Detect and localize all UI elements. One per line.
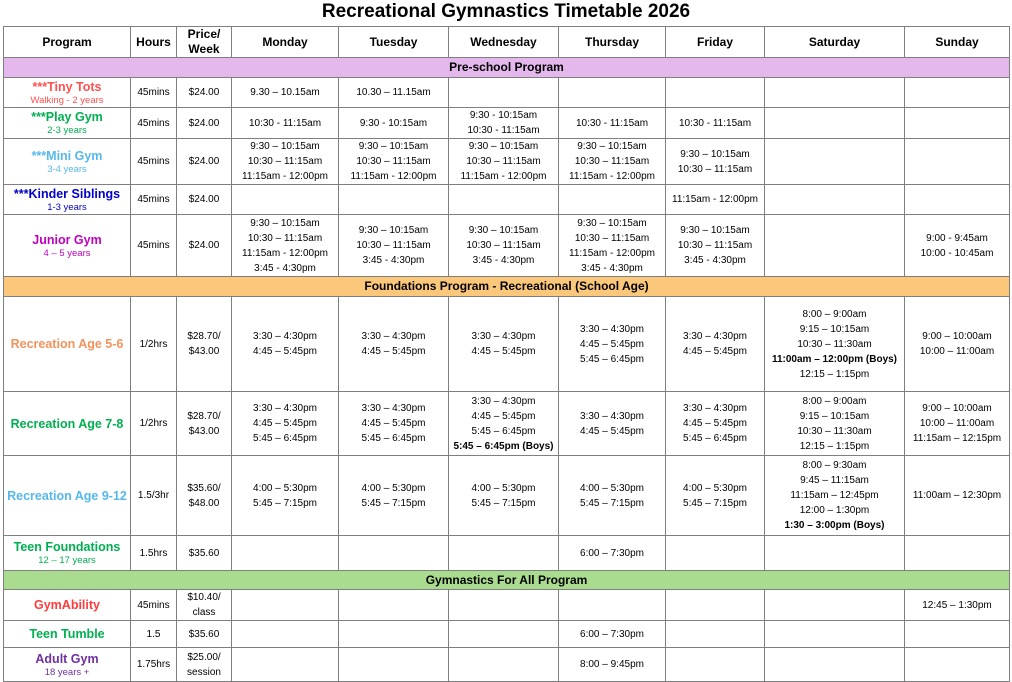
price-cell: $35.60 [177,621,232,648]
schedule-cell-sunday [905,185,1010,215]
schedule-cell-sunday [905,108,1010,139]
time-slot: 9:30 – 10:15am [358,225,429,236]
time-slot: 9:15 – 10:15am [799,410,870,422]
time-slot: 3:30 – 4:30pm [253,331,317,342]
time-slot: 9:30 – 10:15am [577,141,647,152]
time-slot: 10:00 – 11:00am [919,418,995,429]
schedule-cell-tuesday [339,456,449,536]
schedule-cell-monday [232,185,339,215]
program-cell [4,536,131,571]
time-slot: 10:30 – 11:15am [356,240,431,251]
time-slot: 9.30 – 10.15am [250,87,320,98]
schedule-cell-sunday [905,297,1010,392]
program-cell [4,185,131,215]
schedule-cell-wednesday [449,108,559,139]
price-cell: $24.00 [177,78,232,108]
schedule-cell-friday [666,108,765,139]
time-slot: 11:15am - 12:00pm [460,171,547,182]
time-slot: 3:30 – 4:30pm [361,331,426,342]
program-age: 18 years + [44,666,90,678]
time-slot: 9:30 – 10:15am [468,141,539,152]
schedule-cell-friday [666,621,765,648]
table-row [4,139,1010,185]
schedule-cell-sunday [905,456,1010,536]
program-cell [4,621,131,648]
price-cell: $28.70/ $43.00 [177,297,232,392]
time-slot: 10:00 – 11:00am [919,346,995,357]
schedule-cell-thursday [559,185,666,215]
schedule-cell-saturday [765,139,905,185]
price-cell: $24.00 [177,215,232,277]
schedule-cell-thursday [559,297,666,392]
time-slot: 9:00 – 10:00am [922,403,992,414]
time-slot: 12:15 – 1:15pm [799,440,870,452]
header-friday: Friday [666,27,765,58]
schedule-cell-tuesday [339,536,449,571]
schedule-cell-wednesday [449,621,559,648]
schedule-cell-thursday [559,648,666,682]
schedule-cell-saturday [765,621,905,648]
time-slot: 11:15am - 12:00pm [569,171,655,182]
time-slot: 4:00 – 5:30pm [683,482,747,494]
time-slot: 4:00 – 5:30pm [253,482,317,494]
schedule-cell-friday [666,185,765,215]
time-slot: 11:15am – 12:15pm [912,433,1002,444]
time-slot: 4:45 – 5:45pm [361,418,426,429]
time-slot: 3:30 – 4:30pm [683,331,747,342]
schedule-cell-wednesday [449,392,559,456]
time-slot: 12:15 – 1:15pm [799,368,870,380]
schedule-cell-tuesday [339,590,449,621]
time-slot: 4:45 – 5:45pm [471,346,536,357]
schedule-cell-sunday [905,139,1010,185]
schedule-cell-friday [666,536,765,571]
schedule-cell-thursday [559,621,666,648]
time-slot: 4:00 – 5:30pm [471,482,536,494]
time-slot: 10:30 – 11:30am [797,338,872,350]
time-slot: 4:45 – 5:45pm [683,346,747,357]
schedule-cell-saturday [765,108,905,139]
program-age: Walking - 2 years [30,94,104,106]
time-slot: 4:45 – 5:45pm [580,425,644,437]
schedule-cell-friday [666,648,765,682]
header-thursday: Thursday [559,27,666,58]
program-name: ***Kinder Siblings [13,186,121,201]
time-slot: 10:30 – 11:15am [247,156,323,167]
schedule-cell-tuesday [339,621,449,648]
program-age: 3-4 years [47,163,87,175]
schedule-cell-friday [666,78,765,108]
table-row [4,648,1010,682]
schedule-cell-wednesday [449,139,559,185]
time-slot: 9:30 – 10:15am [250,141,320,152]
time-slot: 10:30 – 11:15am [677,163,753,175]
time-slot: 10:30 – 11:15am [466,240,541,251]
schedule-cell-thursday [559,392,666,456]
time-slot: 10:30 - 11:15am [467,125,540,136]
schedule-cell-friday [666,139,765,185]
hours-cell: 1.75hrs [131,648,177,682]
header-tuesday: Tuesday [339,27,449,58]
schedule-cell-sunday [905,536,1010,571]
schedule-cell-friday [666,590,765,621]
schedule-cell-wednesday [449,456,559,536]
table-row [4,297,1010,392]
program-name: GymAbility [34,598,100,612]
time-slot: 9:30 - 10:15am [359,117,428,129]
time-slot: 4:45 – 5:45pm [471,410,536,422]
time-slot: 3:45 - 4:30pm [684,255,746,266]
table-row [4,590,1010,621]
schedule-cell-tuesday [339,108,449,139]
time-slot: 10:30 – 11:30am [797,425,872,437]
price-cell: $10.40/ class [177,590,232,621]
schedule-cell-saturday [765,392,905,456]
schedule-cell-wednesday [449,185,559,215]
time-slot: 1:30 – 3:00pm (Boys) [784,520,885,531]
schedule-cell-thursday [559,456,666,536]
hours-cell: 45mins [131,215,177,277]
schedule-cell-monday [232,648,339,682]
schedule-cell-friday [666,297,765,392]
hours-cell: 1.5hrs [131,536,177,571]
schedule-cell-tuesday [339,392,449,456]
schedule-cell-monday [232,456,339,536]
program-cell [4,456,131,536]
time-slot: 5:45 – 6:45pm [683,433,747,444]
table-row [4,456,1010,536]
price-cell: $24.00 [177,185,232,215]
table-row [4,185,1010,215]
program-age: 1-3 years [47,201,87,213]
program-name: ***Tiny Tots [32,79,102,94]
hours-cell: 45mins [131,590,177,621]
schedule-cell-saturday [765,536,905,571]
time-slot: 3:30 – 4:30pm [471,395,536,407]
section-row [4,571,1010,590]
program-cell [4,297,131,392]
schedule-cell-saturday [765,648,905,682]
program-cell [4,108,131,139]
price-cell: $28.70/ $43.00 [177,392,232,456]
header-price: Price/ Week [177,27,232,58]
schedule-cell-sunday [905,590,1010,621]
schedule-cell-sunday [905,78,1010,108]
time-slot: 9:30 – 10:15am [577,217,647,229]
time-slot: 3:30 – 4:30pm [580,323,644,335]
time-slot: 9:00 - 9:45am [926,232,988,244]
program-name: Teen Tumble [29,627,105,641]
schedule-cell-thursday [559,108,666,139]
time-slot: 12:00 – 1:30pm [799,505,870,516]
program-name: Recreation Age 5-6 [10,337,124,351]
program-name: Junior Gym [32,232,102,247]
time-slot: 3:30 – 4:30pm [471,331,536,342]
schedule-cell-wednesday [449,78,559,108]
program-cell [4,215,131,277]
schedule-cell-tuesday [339,185,449,215]
timetable [3,26,1010,682]
program-name: ***Mini Gym [31,148,103,163]
schedule-cell-saturday [765,185,905,215]
schedule-cell-monday [232,590,339,621]
schedule-cell-saturday [765,78,905,108]
time-slot: 3:45 - 4:30pm [254,262,316,274]
time-slot: 9:15 – 10:15am [799,323,870,335]
time-slot: 10.30 – 11.15am [356,87,431,98]
time-slot: 10:30 – 11:15am [574,232,650,244]
schedule-cell-thursday [559,78,666,108]
schedule-cell-thursday [559,590,666,621]
schedule-cell-monday [232,215,339,277]
price-cell: $25.00/ session [177,648,232,682]
hours-cell: 1/2hrs [131,297,177,392]
time-slot: 4:00 – 5:30pm [361,482,426,494]
page-title: Recreational Gymnastics Timetable 2026 [321,1,691,22]
header-saturday: Saturday [765,27,905,58]
time-slot: 9:30 – 10:15am [250,217,320,229]
time-slot: 3:45 - 4:30pm [581,262,643,274]
schedule-cell-tuesday [339,297,449,392]
time-slot: 8:00 – 9:00am [802,308,867,320]
schedule-cell-sunday [905,215,1010,277]
time-slot: 5:45 – 7:15pm [361,497,426,509]
time-slot: 9:30 - 10:15am [469,110,538,121]
schedule-cell-sunday [905,648,1010,682]
hours-cell: 45mins [131,139,177,185]
schedule-cell-friday [666,456,765,536]
schedule-cell-friday [666,215,765,277]
program-name: Teen Foundations [13,540,121,554]
price-cell: $35.60 [177,536,232,571]
header-wednesday: Wednesday [449,27,559,58]
time-slot: 5:45 – 6:45pm (Boys) [453,440,554,452]
time-slot: 3:30 – 4:30pm [361,403,426,414]
time-slot: 11:15am - 12:00pm [569,247,655,259]
table-row [4,215,1010,277]
section-title: Pre-school Program [4,58,1010,78]
time-slot: 9:45 – 11:15am [800,475,869,486]
hours-cell: 1.5/3hr [131,456,177,536]
hours-cell: 45mins [131,185,177,215]
time-slot: 5:45 – 6:45pm [253,433,317,444]
time-slot: 10:30 – 11:15am [466,156,541,167]
schedule-cell-monday [232,536,339,571]
schedule-cell-thursday [559,536,666,571]
table-row [4,536,1010,571]
schedule-cell-tuesday [339,139,449,185]
program-name: Adult Gym [35,651,99,666]
time-slot: 10:30 – 11:15am [356,156,431,167]
program-name: Recreation Age 7-8 [10,416,124,431]
section-row [4,58,1010,78]
price-cell: $35.60/ $48.00 [177,456,232,536]
time-slot: 10:30 - 11:15am [248,117,322,129]
time-slot: 6:00 – 7:30pm [580,547,644,559]
schedule-cell-tuesday [339,215,449,277]
time-slot: 5:45 – 7:15pm [580,497,644,509]
schedule-cell-tuesday [339,648,449,682]
table-row [4,392,1010,456]
time-slot: 10:30 – 11:15am [677,240,753,251]
program-cell [4,648,131,682]
price-cell: $24.00 [177,139,232,185]
schedule-cell-monday [232,139,339,185]
schedule-cell-monday [232,108,339,139]
program-age: 4 – 5 years [43,247,91,259]
table-row [4,621,1010,648]
schedule-cell-monday [232,297,339,392]
schedule-cell-monday [232,621,339,648]
program-name: Recreation Age 9-12 [7,488,127,503]
time-slot: 4:45 – 5:45pm [361,346,426,357]
time-slot: 5:45 – 6:45pm [580,353,644,365]
time-slot: 9:30 – 10:15am [680,225,750,236]
time-slot: 3:45 - 4:30pm [472,255,535,266]
program-cell [4,392,131,456]
program-cell [4,590,131,621]
table-row [4,78,1010,108]
header-sunday: Sunday [905,27,1010,58]
schedule-cell-saturday [765,297,905,392]
time-slot: 12:45 – 1:30pm [922,599,992,611]
time-slot: 9:00 – 10:00am [922,331,992,342]
time-slot: 5:45 – 6:45pm [361,433,426,444]
schedule-cell-thursday [559,139,666,185]
time-slot: 3:30 – 4:30pm [580,410,644,422]
time-slot: 11:00am – 12:30pm [912,490,1002,501]
table-row [4,108,1010,139]
time-slot: 4:45 – 5:45pm [253,418,317,429]
time-slot: 10:30 - 11:15am [575,117,649,129]
program-cell [4,78,131,108]
time-slot: 11:15am - 12:00pm [242,247,328,259]
schedule-cell-saturday [765,215,905,277]
schedule-cell-friday [666,392,765,456]
time-slot: 5:45 – 7:15pm [253,497,317,509]
schedule-cell-wednesday [449,536,559,571]
schedule-cell-thursday [559,215,666,277]
time-slot: 8:00 – 9:30am [802,460,867,471]
time-slot: 10:30 – 11:15am [247,232,323,244]
hours-cell: 1/2hrs [131,392,177,456]
time-slot: 10:30 - 11:15am [678,117,752,129]
time-slot: 11:15am - 12:00pm [350,171,437,182]
time-slot: 10:00 - 10:45am [920,247,994,259]
hours-cell: 45mins [131,108,177,139]
header-program: Program [4,27,131,58]
program-age: 12 – 17 years [38,555,96,566]
hours-cell: 45mins [131,78,177,108]
time-slot: 11:15am - 12:00pm [672,194,758,205]
time-slot: 4:00 – 5:30pm [580,482,644,494]
schedule-cell-sunday [905,621,1010,648]
time-slot: 11:00am – 12:00pm (Boys) [771,353,898,365]
schedule-cell-wednesday [449,215,559,277]
time-slot: 4:45 – 5:45pm [580,338,644,350]
time-slot: 4:45 – 5:45pm [683,418,747,429]
header-monday: Monday [232,27,339,58]
schedule-cell-saturday [765,456,905,536]
time-slot: 3:30 – 4:30pm [683,403,747,414]
time-slot: 3:45 - 4:30pm [362,255,425,266]
header-hours: Hours [131,27,177,58]
time-slot: 6:00 – 7:30pm [580,628,644,640]
time-slot: 10:30 – 11:15am [574,156,650,167]
time-slot: 8:00 – 9:45pm [580,659,644,670]
time-slot: 11:15am - 12:00pm [242,171,328,182]
time-slot: 9:30 – 10:15am [468,225,539,236]
schedule-cell-wednesday [449,590,559,621]
schedule-cell-tuesday [339,78,449,108]
program-name: ***Play Gym [31,110,103,124]
hours-cell: 1.5 [131,621,177,648]
time-slot: 4:45 – 5:45pm [253,346,317,357]
header-row [4,27,1010,58]
schedule-cell-saturday [765,590,905,621]
schedule-cell-sunday [905,392,1010,456]
program-cell [4,139,131,185]
time-slot: 5:45 – 7:15pm [683,497,747,509]
time-slot: 5:45 – 6:45pm [471,425,536,437]
schedule-cell-wednesday [449,297,559,392]
program-age: 2-3 years [47,125,87,136]
section-title: Foundations Program - Recreational (School Age) [4,277,1010,297]
schedule-cell-monday [232,392,339,456]
time-slot: 3:30 – 4:30pm [253,403,317,414]
time-slot: 9:30 – 10:15am [358,141,429,152]
price-cell: $24.00 [177,108,232,139]
section-title: Gymnastics For All Program [4,571,1010,590]
time-slot: 9:30 – 10:15am [680,148,750,160]
schedule-cell-monday [232,78,339,108]
time-slot: 5:45 – 7:15pm [471,497,536,509]
schedule-cell-wednesday [449,648,559,682]
time-slot: 11:15am – 12:45pm [790,490,879,501]
time-slot: 8:00 – 9:00am [802,395,867,407]
section-row [4,277,1010,297]
